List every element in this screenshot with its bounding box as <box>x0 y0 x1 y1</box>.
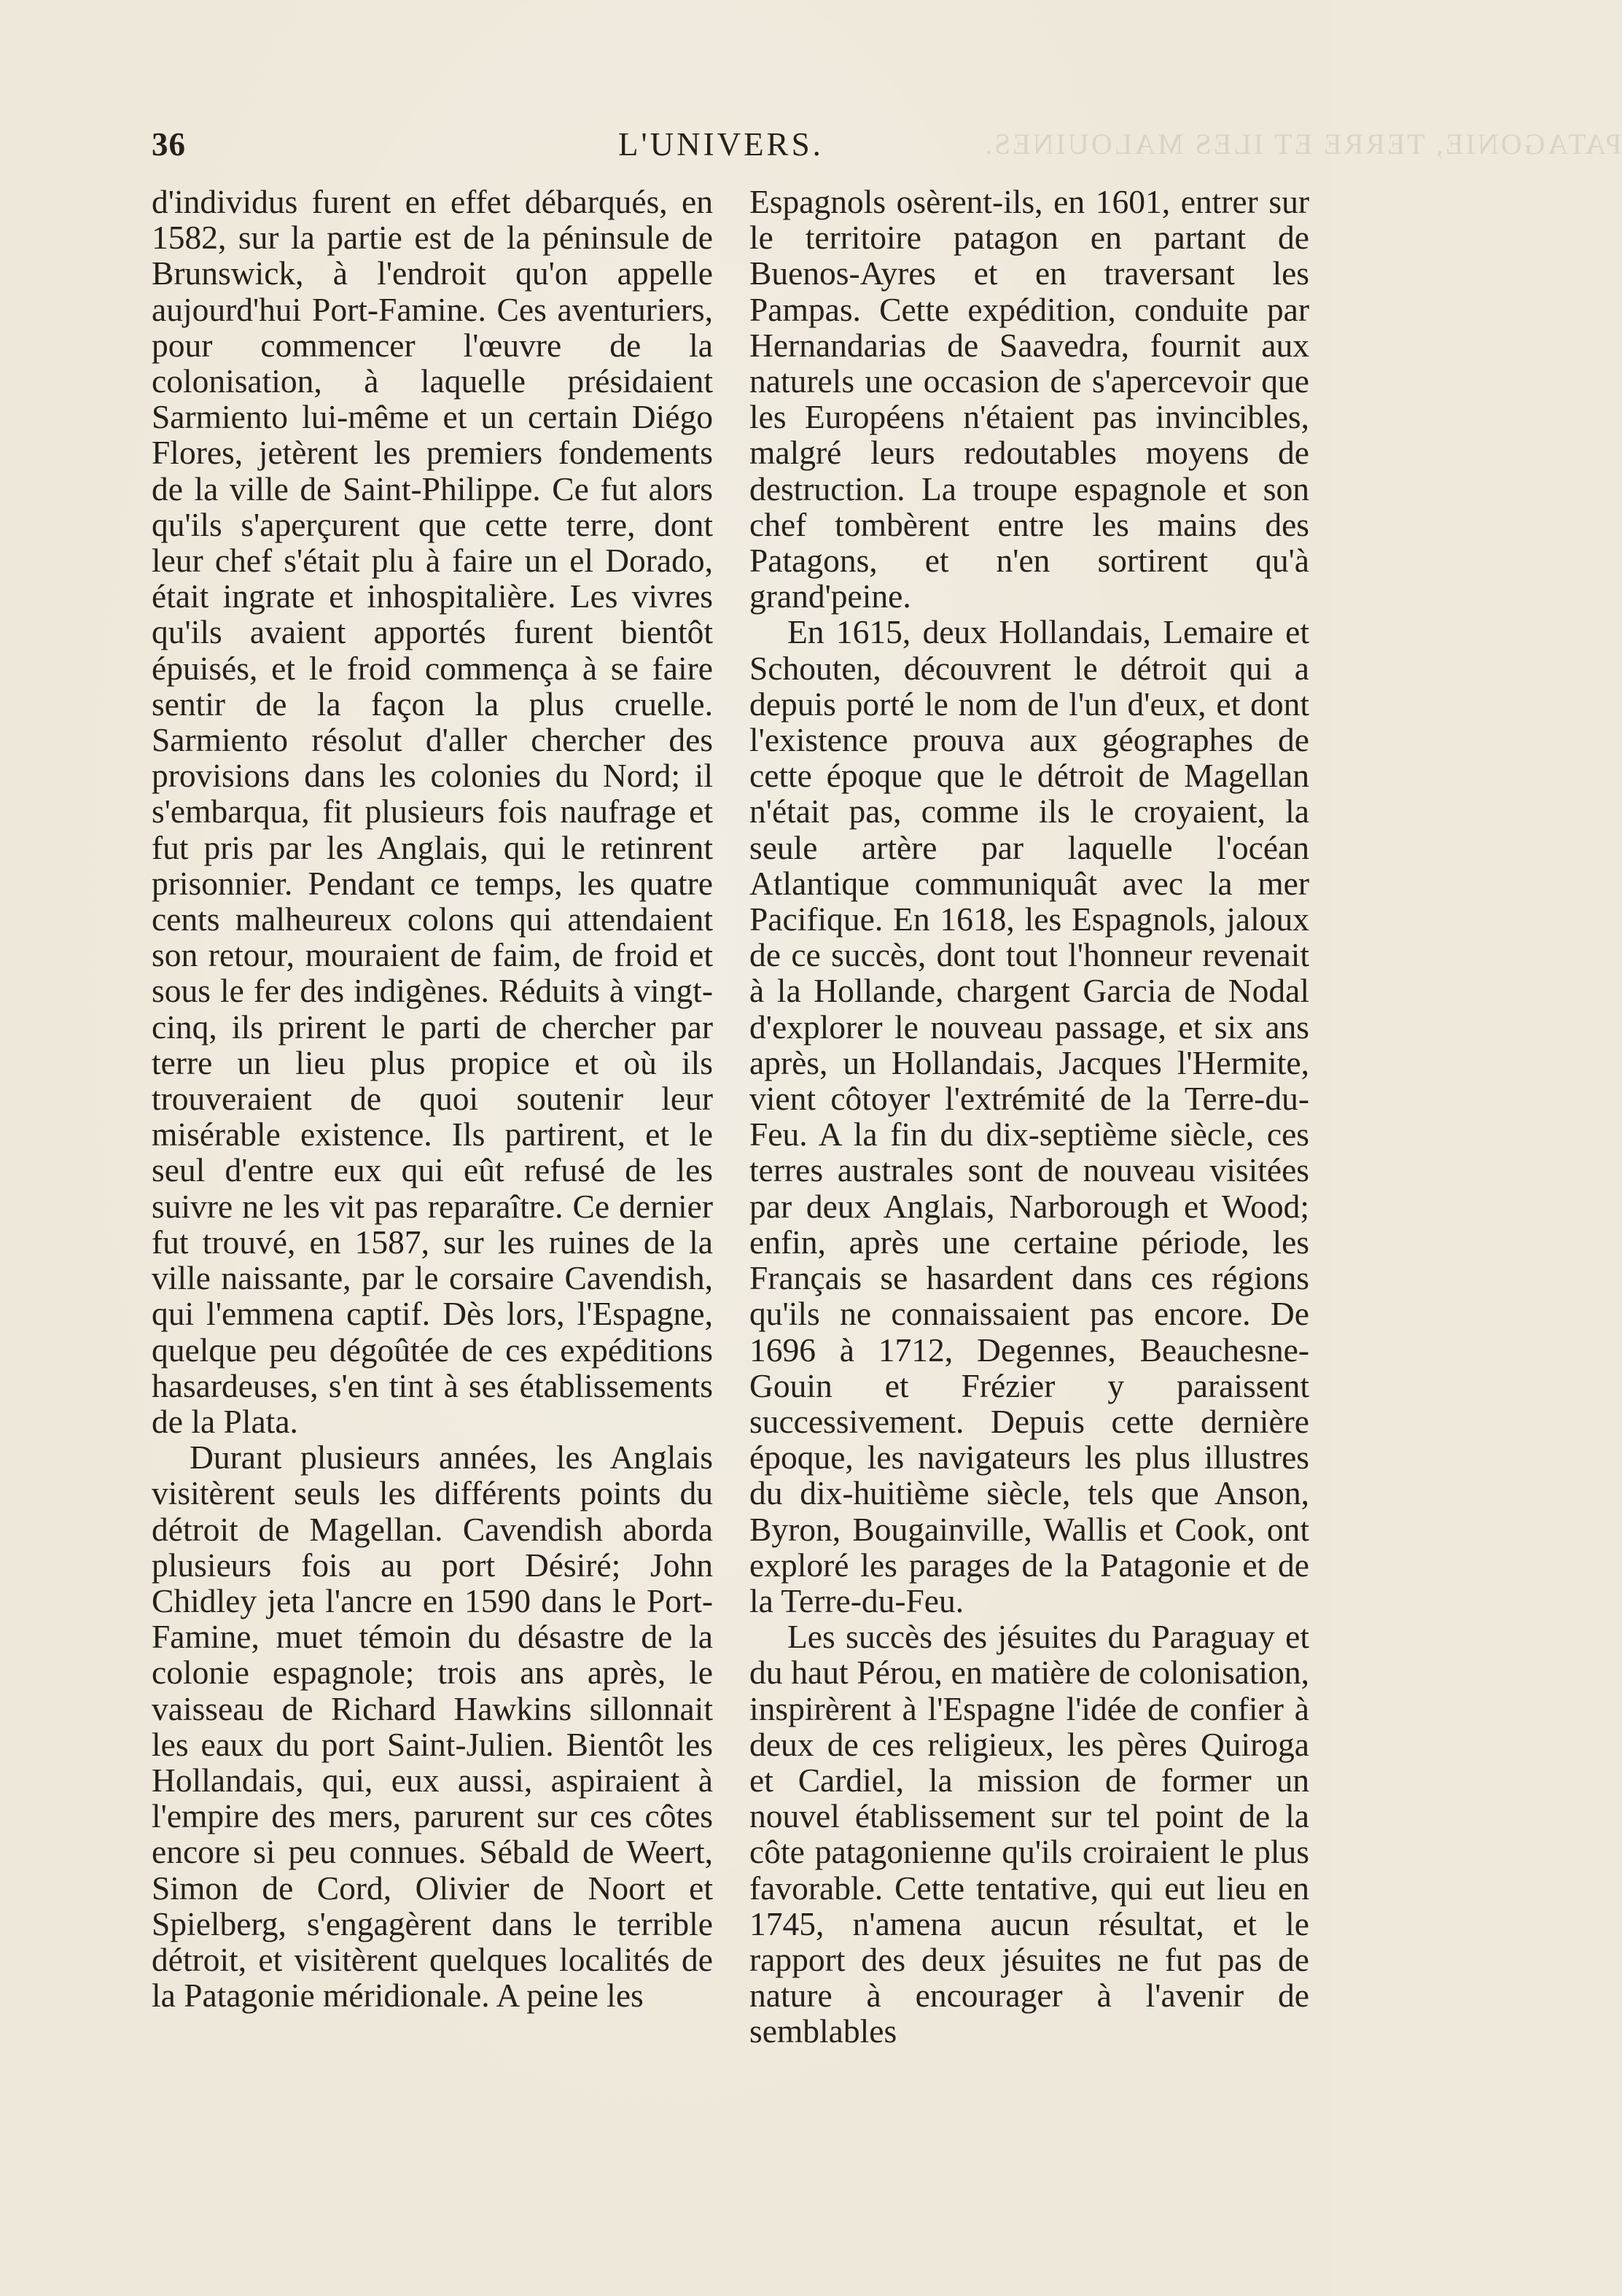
right-paragraph-2: En 1615, deux Hollandais, Lemaire et Schouten, découvrent le détroit qui a depuis porté le nom de l'un d'eux, et dont l'existence prouva aux géographes de cette époque que le détroit de Magellan n'était pas, comme ils le croyaient, la seule artère par laquelle l'océan Atlantique communiquât avec la mer Pacifique. En 1618, les Espagnols, jaloux de ce succès, dont tout l'honneur revenait à la Hollande, chargent Garcia de Nodal d'explorer le nouveau passage, et six ans après, un Hollandais, Jacques l'Hermite, vient côtoyer l'extrémité de la Terre-du-Feu. A la fin du dix-septième siècle, ces terres australes sont de nouveau visitées par deux Anglais, Narborough et Wood; enfin, après une certaine période, les Français se hasardent dans ces régions qu'ils ne connaissaient pas encore. De 1696 à 1712, Degennes, Beauchesne-Gouin et Frézier y paraissent successivement. Depuis cette dernière époque, les navigateurs les plus illustres du dix-huitième siècle, tels que Anson, Byron, Bougainville, Wallis et Cook, ont exploré les parages de la Patagonie et de la Terre-du-Feu. <box>749 613 1309 1619</box>
right-paragraph-1: Espagnols osèrent-ils, en 1601, entrer sur le territoire patagon en partant de Buenos-Ayres et en traversant les Pampas. Cette expédition, conduite par Hernandarias de Saavedra, fournit aux naturels une occasion de s'apercevoir que les Européens n'étaient pas invincibles, malgré leurs redoutables moyens de destruction. La troupe espagnole et son chef tombèrent entre les mains des Patagons, et n'en sortirent qu'à grand'peine. <box>749 183 1309 615</box>
show-through-title: PATAGONIE, TERRE ET ILES MALOUINES. <box>983 128 1622 160</box>
right-paragraph-3: Les succès des jésuites du Paraguay et du haut Pérou, en matière de colonisation, inspirèrent à l'Espagne l'idée de confier à deux de ces religieux, les pères Quiroga et Cardiel, la mission de former un nouvel établissement sur tel point de la côte patagonienne qu'ils croiraient le plus favorable. Cette tentative, qui eut lieu en 1745, n'amena aucun résultat, et le rapport des deux jésuites ne fut pas de nature à encourager à l'avenir de semblables <box>749 1618 1309 2050</box>
page-header <box>152 125 1622 166</box>
running-title: L'UNIVERS. <box>618 126 824 163</box>
left-paragraph-1: d'individus furent en effet débarqués, en 1582, sur la partie est de la péninsule de Brunswick, à l'endroit qu'on appelle aujourd'hui Port-Famine. Ces aventuriers, pour commencer l'œuvre de la colonisation, à laquelle présidaient Sarmiento lui-même et un certain Diégo Flores, jetèrent les premiers fondements de la ville de Saint-Philippe. Ce fut alors qu'ils s'aperçurent que cette terre, dont leur chef s'était plu à faire un el Dorado, était ingrate et inhospitalière. Les vivres qu'ils avaient apportés furent bientôt épuisés, et le froid commença à se faire sentir de la façon la plus cruelle. Sarmiento résolut d'aller chercher des provisions dans les colonies du Nord; il s'embarqua, fit plusieurs fois naufrage et fut pris par les Anglais, qui le retinrent prisonnier. Pendant ce temps, les quatre cents malheureux colons qui attendaient son retour, mouraient de faim, de froid et sous le fer des indigènes. Réduits à vingt-cinq, ils prirent le parti de chercher par terre un lieu plus propice et où ils trouveraient de quoi soutenir leur misérable existence. Ils partirent, et le seul d'entre eux qui eût refusé de les suivre ne les vit pas reparaître. Ce dernier fut trouvé, en 1587, sur les ruines de la ville naissante, par le corsaire Cavendish, qui l'emmena captif. Dès lors, l'Espagne, quelque peu dégoûtée de ces expéditions hasardeuses, s'en tint à ses établissements de la Plata. <box>152 183 713 1440</box>
right-column <box>749 184 1309 2050</box>
page-number: 36 <box>152 126 186 163</box>
left-paragraph-2: Durant plusieurs années, les Anglais visitèrent seuls les différents points du détroit de Magellan. Cavendish aborda plusieurs fois au port Désiré; John Chidley jeta l'ancre en 1590 dans le Port-Famine, muet témoin du désastre de la colonie espagnole; trois ans après, le vaisseau de Richard Hawkins sillonnait les eaux du port Saint-Julien. Bientôt les Hollandais, qui, eux aussi, aspiraient à l'empire des mers, parurent sur ces côtes encore si peu connues. Sébald de Weert, Simon de Cord, Olivier de Noort et Spielberg, s'engagèrent dans le terrible détroit, et visitèrent quelques localités de la Patagonie méridionale. A peine les <box>152 1439 713 2015</box>
left-column <box>152 184 713 2013</box>
